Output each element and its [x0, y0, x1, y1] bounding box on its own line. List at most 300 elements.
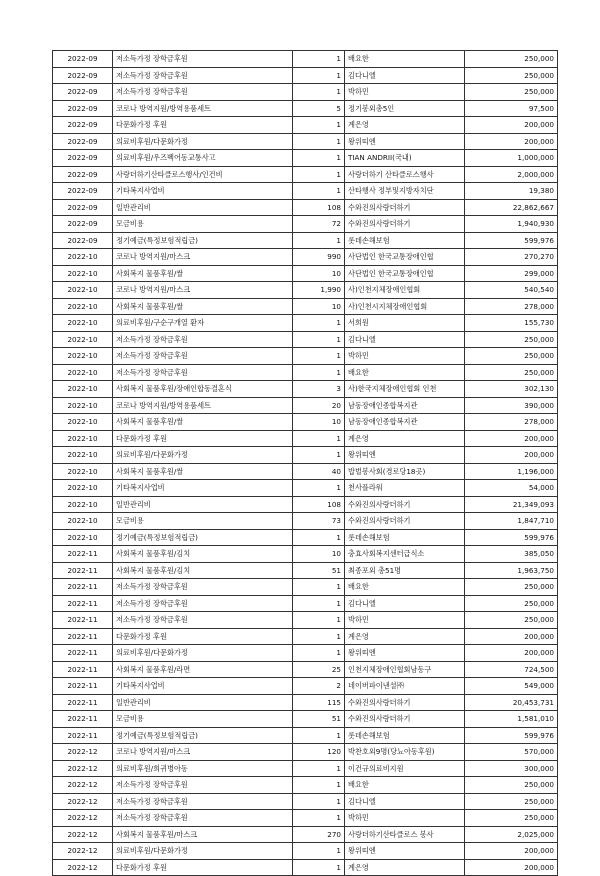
amount-cell: 278,000 [465, 298, 558, 315]
amount-cell: 250,000 [465, 777, 558, 794]
recipient-cell: 사랑더하기산타클로스 봉사 [345, 826, 465, 843]
amount-cell: 250,000 [465, 51, 558, 68]
date-cell: 2022-09 [53, 133, 113, 150]
table-row [53, 348, 558, 365]
quantity-cell: 72 [293, 216, 345, 233]
category-cell: 사회복지 물품후원/김치 [113, 546, 293, 563]
amount-cell: 200,000 [465, 447, 558, 464]
recipient-cell: 박찬호외9명(당뇨아동후원) [345, 744, 465, 761]
recipient-cell: 밥벌봉사회(경로당18곳) [345, 463, 465, 480]
quantity-cell: 1 [293, 331, 345, 348]
recipient-cell: 수와진의사랑더하기 [345, 216, 465, 233]
amount-cell: 21,349,093 [465, 496, 558, 513]
quantity-cell: 1 [293, 166, 345, 183]
category-cell: 의료비후원/다문화가정 [113, 843, 293, 860]
table-row [53, 777, 558, 794]
table-row [53, 117, 558, 134]
recipient-cell: 왕위띠엔 [345, 843, 465, 860]
category-cell: 의료비후원/다문화가정 [113, 447, 293, 464]
category-cell: 의료비후원/다문화가정 [113, 645, 293, 662]
quantity-cell: 1 [293, 117, 345, 134]
quantity-cell: 1 [293, 727, 345, 744]
quantity-cell: 1 [293, 612, 345, 629]
recipient-cell: 사)인천지체장애인협회 [345, 282, 465, 299]
category-cell: 일반관리비 [113, 694, 293, 711]
table-row [53, 364, 558, 381]
amount-cell: 390,000 [465, 397, 558, 414]
expenditure-ledger-table [52, 50, 558, 876]
table-row [53, 859, 558, 876]
recipient-cell: 충효사회복지센터급식소 [345, 546, 465, 563]
recipient-cell: 사단법인 한국교통장애인협 [345, 249, 465, 266]
date-cell: 2022-12 [53, 843, 113, 860]
category-cell: 정기예금(특정보험적립금) [113, 727, 293, 744]
amount-cell: 2,025,000 [465, 826, 558, 843]
date-cell: 2022-09 [53, 199, 113, 216]
recipient-cell: 왕위띠엔 [345, 133, 465, 150]
category-cell: 사회복지 물품후원/라면 [113, 661, 293, 678]
amount-cell: 250,000 [465, 67, 558, 84]
date-cell: 2022-09 [53, 100, 113, 117]
amount-cell: 200,000 [465, 628, 558, 645]
category-cell: 모금비용 [113, 216, 293, 233]
table-row [53, 265, 558, 282]
category-cell: 기타복지사업비 [113, 480, 293, 497]
category-cell: 저소득가정 장학금후원 [113, 579, 293, 596]
date-cell: 2022-11 [53, 546, 113, 563]
table-row [53, 315, 558, 332]
table-row [53, 166, 558, 183]
recipient-cell: 최종포외 총51명 [345, 562, 465, 579]
table-row [53, 249, 558, 266]
recipient-cell: 네이버파이낸셜㈜ [345, 678, 465, 695]
amount-cell: 1,847,710 [465, 513, 558, 530]
amount-cell: 200,000 [465, 843, 558, 860]
amount-cell: 200,000 [465, 645, 558, 662]
recipient-cell: 롯데손해보험 [345, 232, 465, 249]
table-row [53, 645, 558, 662]
date-cell: 2022-10 [53, 430, 113, 447]
table-row [53, 711, 558, 728]
category-cell: 저소득가정 장학금후원 [113, 777, 293, 794]
amount-cell: 250,000 [465, 579, 558, 596]
amount-cell: 200,000 [465, 117, 558, 134]
recipient-cell: 사)한국지체장애인협회 인천 [345, 381, 465, 398]
table-row [53, 100, 558, 117]
quantity-cell: 1 [293, 51, 345, 68]
date-cell: 2022-10 [53, 249, 113, 266]
quantity-cell: 1 [293, 183, 345, 200]
date-cell: 2022-09 [53, 166, 113, 183]
recipient-cell: 김다니엘 [345, 793, 465, 810]
amount-cell: 97,500 [465, 100, 558, 117]
date-cell: 2022-11 [53, 727, 113, 744]
quantity-cell: 10 [293, 546, 345, 563]
recipient-cell: 박하민 [345, 348, 465, 365]
recipient-cell: 왕위띠엔 [345, 447, 465, 464]
quantity-cell: 73 [293, 513, 345, 530]
amount-cell: 300,000 [465, 760, 558, 777]
date-cell: 2022-10 [53, 513, 113, 530]
table-row [53, 744, 558, 761]
recipient-cell: 천사플라워 [345, 480, 465, 497]
date-cell: 2022-12 [53, 760, 113, 777]
recipient-cell: 사)인천시지체장애인협회 [345, 298, 465, 315]
date-cell: 2022-09 [53, 150, 113, 167]
quantity-cell: 115 [293, 694, 345, 711]
table-row [53, 694, 558, 711]
recipient-cell: 배요한 [345, 777, 465, 794]
quantity-cell: 1 [293, 67, 345, 84]
category-cell: 사회복지 물품후원/쌀 [113, 298, 293, 315]
recipient-cell: TIAN ANDRII(국내) [345, 150, 465, 167]
quantity-cell: 20 [293, 397, 345, 414]
quantity-cell: 51 [293, 711, 345, 728]
amount-cell: 200,000 [465, 430, 558, 447]
quantity-cell: 108 [293, 199, 345, 216]
quantity-cell: 10 [293, 298, 345, 315]
recipient-cell: 이건규의료비지원 [345, 760, 465, 777]
table-row [53, 447, 558, 464]
date-cell: 2022-11 [53, 694, 113, 711]
quantity-cell: 1 [293, 859, 345, 876]
recipient-cell: 수와진의사랑더하기 [345, 199, 465, 216]
category-cell: 사회복지 물품후원/쌀 [113, 265, 293, 282]
table-row [53, 810, 558, 827]
recipient-cell: 박하민 [345, 612, 465, 629]
date-cell: 2022-10 [53, 529, 113, 546]
quantity-cell: 1 [293, 793, 345, 810]
amount-cell: 22,862,667 [465, 199, 558, 216]
amount-cell: 385,050 [465, 546, 558, 563]
category-cell: 사랑더하기산타클로스행사/인건비 [113, 166, 293, 183]
category-cell: 기타복지사업비 [113, 183, 293, 200]
quantity-cell: 990 [293, 249, 345, 266]
date-cell: 2022-10 [53, 265, 113, 282]
amount-cell: 599,976 [465, 727, 558, 744]
date-cell: 2022-09 [53, 84, 113, 101]
table-row [53, 381, 558, 398]
quantity-cell: 10 [293, 414, 345, 431]
recipient-cell: 사랑더하기 산타클로스행사 [345, 166, 465, 183]
category-cell: 코로나 방역지원/마스크 [113, 744, 293, 761]
quantity-cell: 1 [293, 579, 345, 596]
amount-cell: 278,000 [465, 414, 558, 431]
category-cell: 일반관리비 [113, 496, 293, 513]
quantity-cell: 1 [293, 529, 345, 546]
date-cell: 2022-10 [53, 348, 113, 365]
date-cell: 2022-10 [53, 331, 113, 348]
recipient-cell: 서희원 [345, 315, 465, 332]
category-cell: 사회복지 물품후원/쌀 [113, 463, 293, 480]
date-cell: 2022-09 [53, 51, 113, 68]
category-cell: 다문화가정 후원 [113, 430, 293, 447]
ledger-body [53, 51, 558, 876]
recipient-cell: 남동장애인종합복지관 [345, 414, 465, 431]
table-row [53, 562, 558, 579]
quantity-cell: 1 [293, 430, 345, 447]
quantity-cell: 1 [293, 232, 345, 249]
amount-cell: 155,730 [465, 315, 558, 332]
category-cell: 기타복지사업비 [113, 678, 293, 695]
table-row [53, 51, 558, 68]
quantity-cell: 40 [293, 463, 345, 480]
quantity-cell: 25 [293, 661, 345, 678]
table-row [53, 480, 558, 497]
table-row [53, 331, 558, 348]
quantity-cell: 51 [293, 562, 345, 579]
category-cell: 저소득가정 장학금후원 [113, 595, 293, 612]
quantity-cell: 108 [293, 496, 345, 513]
table-row [53, 84, 558, 101]
amount-cell: 200,000 [465, 859, 558, 876]
quantity-cell: 1 [293, 84, 345, 101]
category-cell: 저소득가정 장학금후원 [113, 364, 293, 381]
date-cell: 2022-12 [53, 777, 113, 794]
date-cell: 2022-10 [53, 364, 113, 381]
table-row [53, 150, 558, 167]
date-cell: 2022-10 [53, 282, 113, 299]
category-cell: 저소득가정 장학금후원 [113, 84, 293, 101]
category-cell: 다문화가정 후원 [113, 859, 293, 876]
category-cell: 코로나 방역지원/방역용품세트 [113, 100, 293, 117]
table-row [53, 513, 558, 530]
date-cell: 2022-09 [53, 117, 113, 134]
amount-cell: 1,581,010 [465, 711, 558, 728]
date-cell: 2022-12 [53, 793, 113, 810]
category-cell: 코로나 방역지원/방역용품세트 [113, 397, 293, 414]
table-row [53, 67, 558, 84]
amount-cell: 599,976 [465, 232, 558, 249]
quantity-cell: 3 [293, 381, 345, 398]
quantity-cell: 1 [293, 777, 345, 794]
recipient-cell: 남동장애인종합복지관 [345, 397, 465, 414]
quantity-cell: 120 [293, 744, 345, 761]
recipient-cell: 김다니엘 [345, 595, 465, 612]
table-row [53, 199, 558, 216]
date-cell: 2022-09 [53, 183, 113, 200]
amount-cell: 270,270 [465, 249, 558, 266]
amount-cell: 250,000 [465, 364, 558, 381]
recipient-cell: 산타행사 정부및지방자치단 [345, 183, 465, 200]
amount-cell: 19,380 [465, 183, 558, 200]
table-row [53, 496, 558, 513]
date-cell: 2022-11 [53, 711, 113, 728]
quantity-cell: 1 [293, 645, 345, 662]
quantity-cell: 1 [293, 133, 345, 150]
category-cell: 저소득가정 장학금후원 [113, 810, 293, 827]
recipient-cell: 정기봉외총5인 [345, 100, 465, 117]
amount-cell: 299,000 [465, 265, 558, 282]
table-row [53, 430, 558, 447]
table-row [53, 216, 558, 233]
date-cell: 2022-11 [53, 661, 113, 678]
date-cell: 2022-12 [53, 810, 113, 827]
amount-cell: 540,540 [465, 282, 558, 299]
recipient-cell: 계은영 [345, 117, 465, 134]
date-cell: 2022-10 [53, 447, 113, 464]
amount-cell: 250,000 [465, 595, 558, 612]
category-cell: 저소득가정 장학금후원 [113, 331, 293, 348]
date-cell: 2022-10 [53, 414, 113, 431]
recipient-cell: 왕위띠엔 [345, 645, 465, 662]
table-row [53, 595, 558, 612]
date-cell: 2022-09 [53, 216, 113, 233]
quantity-cell: 1 [293, 628, 345, 645]
category-cell: 의료비후원/다문화가정 [113, 133, 293, 150]
category-cell: 사회복지 물품후원/김치 [113, 562, 293, 579]
category-cell: 저소득가정 장학금후원 [113, 612, 293, 629]
quantity-cell: 1 [293, 364, 345, 381]
amount-cell: 20,453,731 [465, 694, 558, 711]
date-cell: 2022-12 [53, 859, 113, 876]
recipient-cell: 수와진의사랑더하기 [345, 694, 465, 711]
date-cell: 2022-12 [53, 826, 113, 843]
table-row [53, 727, 558, 744]
date-cell: 2022-10 [53, 381, 113, 398]
recipient-cell: 계은영 [345, 628, 465, 645]
table-row [53, 826, 558, 843]
quantity-cell: 2 [293, 678, 345, 695]
amount-cell: 1,000,000 [465, 150, 558, 167]
quantity-cell: 1 [293, 348, 345, 365]
category-cell: 의료비후원/우즈벡어동교통사고 [113, 150, 293, 167]
date-cell: 2022-11 [53, 612, 113, 629]
recipient-cell: 배요한 [345, 364, 465, 381]
amount-cell: 302,130 [465, 381, 558, 398]
table-row [53, 463, 558, 480]
table-row [53, 793, 558, 810]
table-row [53, 282, 558, 299]
date-cell: 2022-10 [53, 315, 113, 332]
date-cell: 2022-11 [53, 579, 113, 596]
date-cell: 2022-10 [53, 480, 113, 497]
quantity-cell: 1 [293, 843, 345, 860]
recipient-cell: 수와진의사랑더하기 [345, 711, 465, 728]
quantity-cell: 1 [293, 150, 345, 167]
recipient-cell: 사단법인 한국교통장애인협 [345, 265, 465, 282]
date-cell: 2022-12 [53, 744, 113, 761]
recipient-cell: 계은영 [345, 430, 465, 447]
category-cell: 의료비후원/희귀병아동 [113, 760, 293, 777]
category-cell: 의료비후원/구순구개열 환자 [113, 315, 293, 332]
amount-cell: 570,000 [465, 744, 558, 761]
amount-cell: 250,000 [465, 84, 558, 101]
date-cell: 2022-11 [53, 628, 113, 645]
quantity-cell: 1 [293, 595, 345, 612]
table-row [53, 232, 558, 249]
category-cell: 사회복지 물품후원/쌀 [113, 414, 293, 431]
recipient-cell: 롯데손해보험 [345, 727, 465, 744]
category-cell: 모금비용 [113, 513, 293, 530]
category-cell: 코로나 방역지원/마스크 [113, 282, 293, 299]
amount-cell: 250,000 [465, 793, 558, 810]
quantity-cell: 10 [293, 265, 345, 282]
recipient-cell: 인천지체장애인협회남동구 [345, 661, 465, 678]
amount-cell: 250,000 [465, 348, 558, 365]
category-cell: 코로나 방역지원/마스크 [113, 249, 293, 266]
date-cell: 2022-09 [53, 67, 113, 84]
category-cell: 모금비용 [113, 711, 293, 728]
date-cell: 2022-11 [53, 645, 113, 662]
recipient-cell: 계은영 [345, 859, 465, 876]
recipient-cell: 김다니엘 [345, 67, 465, 84]
amount-cell: 2,000,000 [465, 166, 558, 183]
quantity-cell: 1,990 [293, 282, 345, 299]
recipient-cell: 롯데손해보험 [345, 529, 465, 546]
category-cell: 저소득가정 장학금후원 [113, 67, 293, 84]
amount-cell: 250,000 [465, 810, 558, 827]
table-row [53, 760, 558, 777]
category-cell: 다문화가정 후원 [113, 628, 293, 645]
category-cell: 일반관리비 [113, 199, 293, 216]
date-cell: 2022-10 [53, 298, 113, 315]
quantity-cell: 5 [293, 100, 345, 117]
recipient-cell: 수와진의사랑더하기 [345, 513, 465, 530]
date-cell: 2022-10 [53, 397, 113, 414]
amount-cell: 549,000 [465, 678, 558, 695]
quantity-cell: 1 [293, 810, 345, 827]
table-row [53, 414, 558, 431]
recipient-cell: 박하민 [345, 810, 465, 827]
table-row [53, 397, 558, 414]
date-cell: 2022-10 [53, 496, 113, 513]
category-cell: 저소득가정 장학금후원 [113, 51, 293, 68]
table-row [53, 133, 558, 150]
category-cell: 사회복지 물품후원/장애인합동결혼식 [113, 381, 293, 398]
recipient-cell: 수와진의사랑더하기 [345, 496, 465, 513]
quantity-cell: 1 [293, 315, 345, 332]
category-cell: 다문화가정 후원 [113, 117, 293, 134]
category-cell: 저소득가정 장학금후원 [113, 793, 293, 810]
table-row [53, 628, 558, 645]
date-cell: 2022-10 [53, 463, 113, 480]
table-row [53, 298, 558, 315]
amount-cell: 599,976 [465, 529, 558, 546]
table-row [53, 579, 558, 596]
quantity-cell: 270 [293, 826, 345, 843]
table-row [53, 546, 558, 563]
table-row [53, 661, 558, 678]
table-row [53, 843, 558, 860]
category-cell: 정기예금(특정보험적립금) [113, 232, 293, 249]
amount-cell: 1,940,930 [465, 216, 558, 233]
quantity-cell: 1 [293, 480, 345, 497]
date-cell: 2022-11 [53, 678, 113, 695]
table-row [53, 529, 558, 546]
amount-cell: 724,500 [465, 661, 558, 678]
category-cell: 정기예금(특정보험적립금) [113, 529, 293, 546]
quantity-cell: 1 [293, 447, 345, 464]
amount-cell: 54,000 [465, 480, 558, 497]
quantity-cell: 1 [293, 760, 345, 777]
table-row [53, 678, 558, 695]
amount-cell: 200,000 [465, 133, 558, 150]
date-cell: 2022-11 [53, 562, 113, 579]
date-cell: 2022-09 [53, 232, 113, 249]
amount-cell: 250,000 [465, 331, 558, 348]
recipient-cell: 박하민 [345, 84, 465, 101]
table-row [53, 183, 558, 200]
recipient-cell: 배요한 [345, 579, 465, 596]
recipient-cell: 배요한 [345, 51, 465, 68]
amount-cell: 1,963,750 [465, 562, 558, 579]
date-cell: 2022-11 [53, 595, 113, 612]
amount-cell: 1,196,000 [465, 463, 558, 480]
amount-cell: 250,000 [465, 612, 558, 629]
category-cell: 사회복지 물품후원/마스크 [113, 826, 293, 843]
category-cell: 저소득가정 장학금후원 [113, 348, 293, 365]
